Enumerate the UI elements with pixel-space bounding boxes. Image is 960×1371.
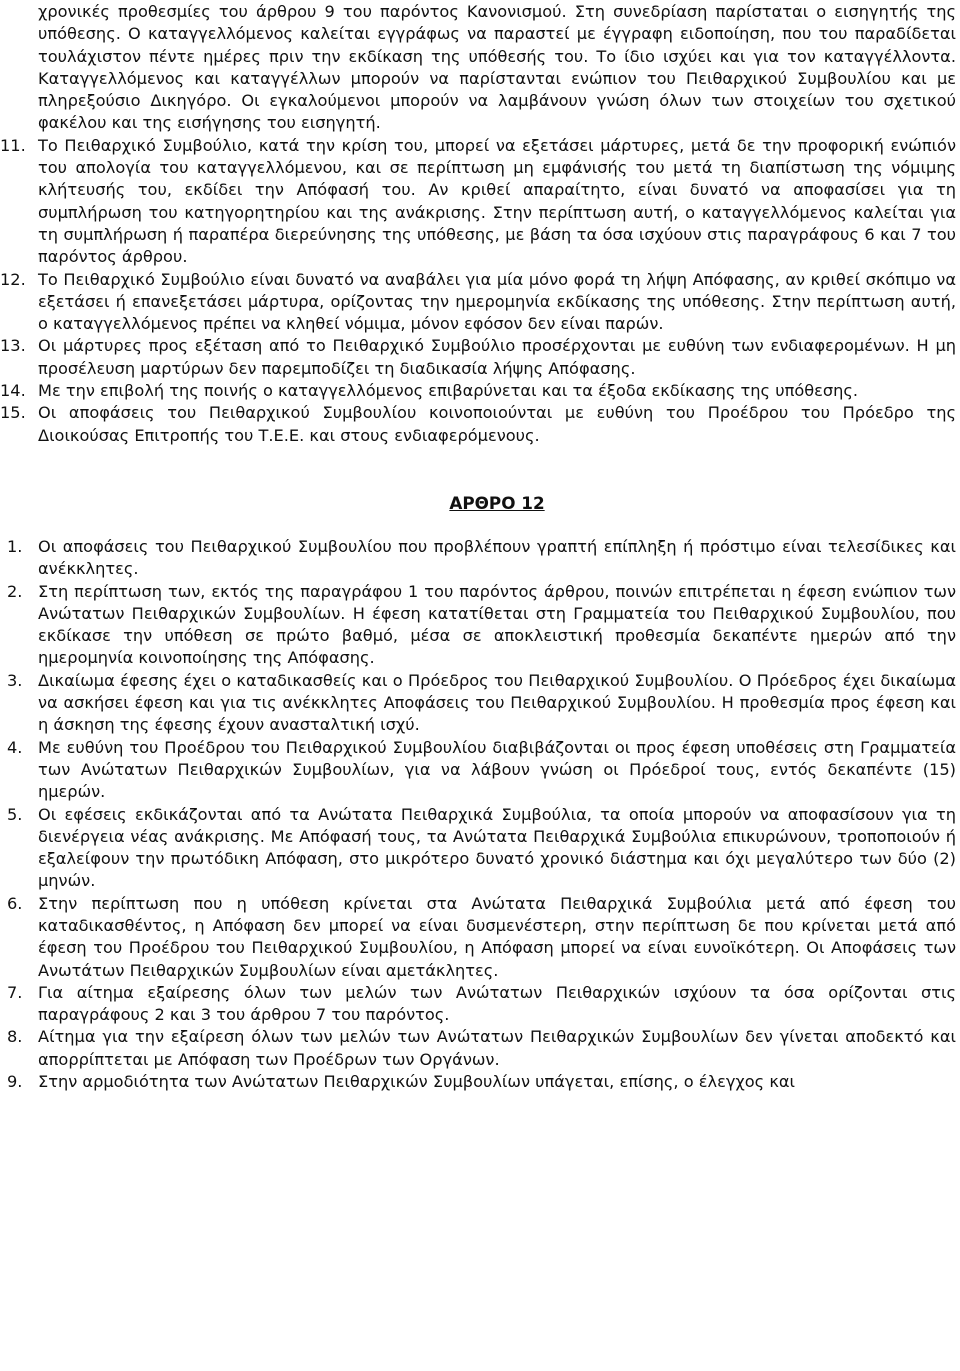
list-item [0,335,956,380]
item-number: 15. [0,403,26,423]
list-item [7,670,956,737]
item-text: Στην περίπτωση που η υπόθεση κρίνεται στα Ανώτατα Πειθαρχικά Συμβούλια μετά από έφεση του καταδικασθέντος, η Απόφαση δεν μπορεί να είναι δυσμενέστερη, στην περίπτωση δε που κρίνεται μετά από έφεση του Προέδρου του Πειθαρχικού Συμβουλίου, η Απόφαση μπορεί να είναι ευνοϊκότερη. Οι Αποφάσεις των Ανωτάτων Πειθαρχικών Συμβουλίων είναι αμετάκλητες. [38,893,956,980]
list-item [0,402,956,447]
item-text: Οι αποφάσεις του Πειθαρχικού Συμβουλίου κοινοποιούνται με ευθύνη του Προέδρου του Πρόεδρο της Διοικούσας Επιτροπής του Τ.Ε.Ε. και στους ενδιαφερόμενους. [38,403,956,445]
list-item [7,1026,956,1071]
item-number: 6. [7,893,23,913]
list-item [7,581,956,670]
item-text: Για αίτημα εξαίρεσης όλων των μελών των Ανώτατων Πειθαρχικών ισχύουν τα όσα ορίζονται στις παραγράφους 2 και 3 του άρθρου 7 του παρόντος. [38,982,956,1025]
item-text: Αίτημα για την εξαίρεση όλων των μελών των Ανώτατων Πειθαρχικών Συμβουλίων δεν γίνεται αποδεκτό και απορρίπτεται με Απόφαση των Προέδρων των Οργάνων. [38,1027,956,1069]
item-text: Οι αποφάσεις του Πειθαρχικού Συμβουλίου που προβλέπουν γραπτή επίπληξη ή πρόστιμο είναι τελεσίδικες και ανέκκλητες. [38,536,956,579]
list-item [0,135,956,269]
item-number: 3. [7,670,23,690]
item-number: 1. [7,536,23,556]
item-number: 11. [0,135,26,155]
item-text: Στη περίπτωση των, εκτός της παραγράφου 1 του παρόντος άρθρου, ποινών επιτρέπεται η έφεση ενώπιον των Ανώτατων Πειθαρχικών Συμβουλίων. Η έφεση κατατίθεται στη Γραμματεία του Πειθαρχικού Συμβουλίου, που εκδίκασε την υπόθεση σε πρώτο βαθμό, μέσα σε αποκλειστική προθεσμία δεκαπέντε ημερών από την ημερομηνία κοινοποίησης της Απόφασης. [38,581,956,668]
item-text: Το Πειθαρχικό Συμβούλιο είναι δυνατό να αναβάλει για μία μόνο φορά τη λήψη Απόφασης, αν κριθεί σκόπιμο να εξετάσει ή επανεξετάσει μάρτυρα, ορίζοντας την ημερομηνία εκδίκασης της υπόθεσης. Στην περίπτωση αυτή, ο καταγγελλόμενος πρέπει να κληθεί νόμιμα, μόνον εφόσον δεν είναι παρών. [38,269,956,334]
list-item [0,380,956,402]
item-text: Με ευθύνη του Προέδρου του Πειθαρχικού Συμβουλίου διαβιβάζονται οι προς έφεση υποθέσεις στη Γραμματεία των Ανώτατων Πειθαρχικών Συμβουλίων, για να λάβουν γνώση οι Πρόεδροί τους, εντός δεκαπέντε (15) ημερών. [38,737,956,802]
item-number: 8. [7,1027,23,1047]
article-12-heading: ΑΡΘΡΟ 12 [449,492,545,513]
item-text: Το Πειθαρχικό Συμβούλιο, κατά την κρίση του, μπορεί να εξετάσει μάρτυρες, μετά δε την προφορική ενώπιόν του απολογία του καταγγελλόμενου, και σε περίπτωση μη εμφάνισής του μετά τη διαπίστωση της νόμιμης κλήτευσής του, εκδίδει την Απόφασή του. Αν κριθεί απαραίτητο, είναι δυνατό να αποφασίσει για τη συμπλήρωση του κατηγορητηρίου και της ανάκρισης. Στην περίπτωση αυτή, ο καταγγελλόμενος καλείται για τη συμπλήρωση ή παραπέρα διερεύνησης της υπόθεσης, με βάση τα όσα ισχύουν στις παραγράφους 6 και 7 του παρόντος άρθρου. [38,135,956,267]
item-text: Στην αρμοδιότητα των Ανώτατων Πειθαρχικών Συμβουλίων υπάγεται, επίσης, ο έλεγχος και [38,1072,796,1092]
item-number: 4. [7,737,23,757]
article-11-list [0,135,956,447]
item-text: Με την επιβολή της ποινής ο καταγγελλόμενος επιβαρύνεται και τα έξοδα εκδίκασης της υπόθεσης. [38,381,859,401]
item-text: Δικαίωμα έφεσης έχει ο καταδικασθείς και ο Πρόεδρος του Πειθαρχικού Συμβουλίου. Ο Πρόεδρος έχει δικαίωμα να ασκήσει έφεση και για τις ανέκκλητες Αποφάσεις του Πειθαρχικού Συμβουλίου. Η προθεσμία προς έφεση και η άσκηση της έφεσης έχουν ανασταλτική ισχύ. [38,670,956,735]
article-12-list [7,536,956,1093]
item-number: 13. [0,336,26,356]
item-number: 14. [0,381,26,401]
intro-paragraph: χρονικές προθεσμίες του άρθρου 9 του παρόντος Κανονισμού. Στη συνεδρίαση παρίσταται ο εισηγητής της υπόθεσης. Ο καταγγελλόμενος καλείται εγγράφως να παραστεί με έγγραφη ειδοποίηση, που του παραδίδεται τουλάχιστον πέντε ημέρες πριν την εκδίκαση της υπόθεσής του. Το ίδιο ισχύει και για τον καταγγέλλοντα. Καταγγελλόμενος και καταγγέλλων μπορούν να παρίστανται ενώπιον του Πειθαρχικού Συμβουλίου και με πληρεξούσιο Δικηγόρο. Οι εγκαλούμενοι μπορούν να λαμβάνουν γνώση όλων των στοιχείων του σχετικού φακέλου και της εισήγησης του εισηγητή. [38,2,956,133]
item-number: 12. [0,269,26,289]
list-item [7,1071,956,1093]
list-item [7,804,956,893]
item-number: 7. [7,982,23,1002]
item-number: 2. [7,581,23,601]
item-text: Οι εφέσεις εκδικάζονται από τα Ανώτατα Πειθαρχικά Συμβούλια, τα οποία μπορούν να αποφασίσουν για τη διενέργεια νέας ανάκρισης. Με Απόφασή τους, τα Ανώτατα Πειθαρχικά Συμβούλια επικυρώνουν, τροποποιούν ή εξαλείφουν την πρωτόδικη Απόφαση, στο μικρότερο δυνατό χρονικό διάστημα και όχι μεγαλύτερο των δύο (2) μηνών. [38,804,956,891]
list-item [7,536,956,581]
list-item [7,982,956,1027]
list-item [0,269,956,336]
item-number: 9. [7,1072,23,1092]
list-item [7,737,956,804]
item-number: 5. [7,804,23,824]
item-text: Οι μάρτυρες προς εξέταση από το Πειθαρχικό Συμβούλιο προσέρχονται με ευθύνη των ενδιαφερομένων. Η μη προσέλευση μαρτύρων δεν παρεμποδίζει τη διαδικασία λήψης Απόφασης. [38,336,956,378]
list-item [7,893,956,982]
